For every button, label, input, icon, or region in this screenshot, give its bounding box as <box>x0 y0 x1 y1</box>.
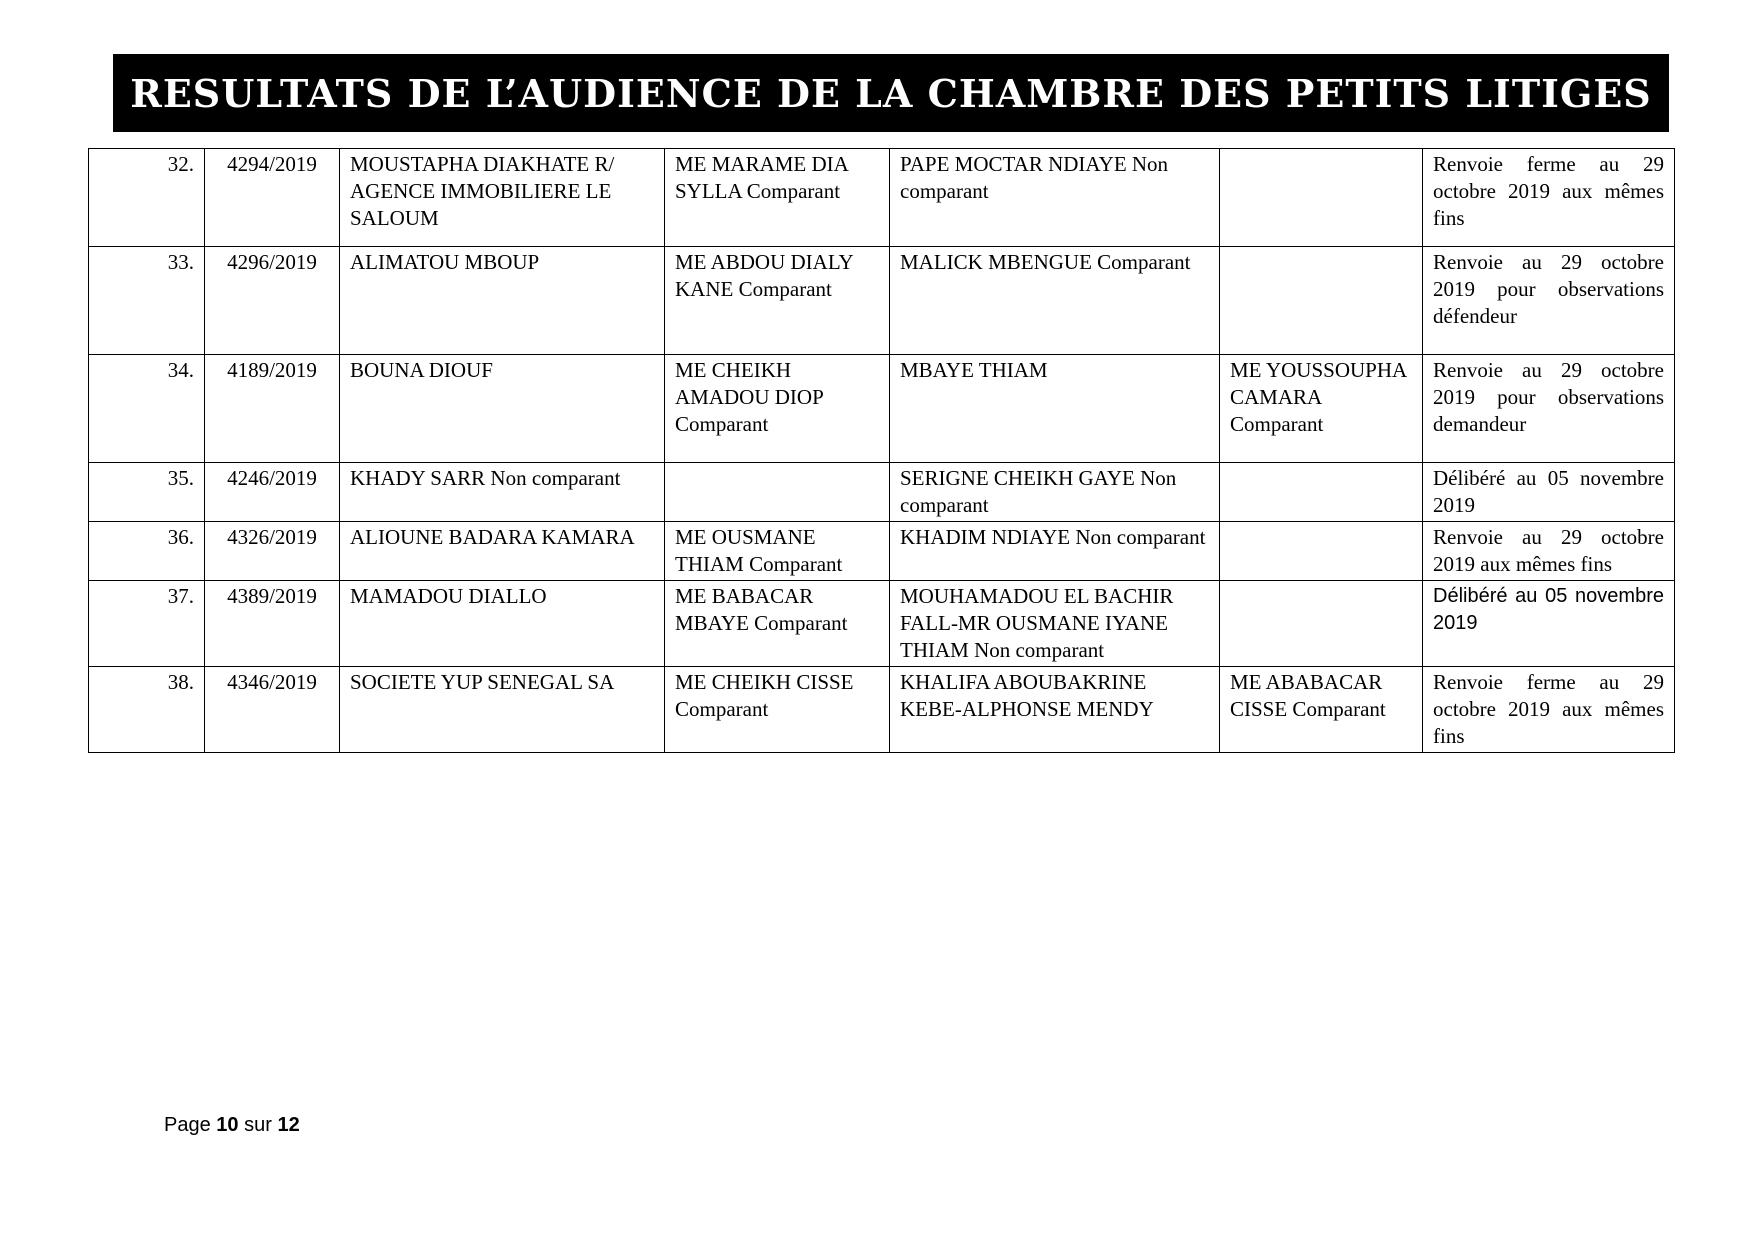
plaintiff-counsel: ME ABDOU DIALY KANE Comparant <box>665 247 890 355</box>
hearing-result: Renvoie au 29 octobre 2019 aux mêmes fins <box>1423 522 1675 581</box>
page-label: Page <box>164 1114 211 1136</box>
defendant-counsel <box>1220 149 1423 247</box>
defendant-counsel: ME YOUSSOUPHA CAMARA Comparant <box>1220 355 1423 463</box>
plaintiff: ALIMATOU MBOUP <box>340 247 665 355</box>
defendant: KHADIM NDIAYE Non comparant <box>890 522 1220 581</box>
page-footer <box>164 1114 300 1137</box>
plaintiff-counsel <box>665 463 890 522</box>
table-row <box>89 581 1675 667</box>
row-number: 38. <box>89 667 205 753</box>
case-number: 4189/2019 <box>205 355 340 463</box>
table-row <box>89 355 1675 463</box>
defendant: MOUHAMADOU EL BACHIR FALL-MR OUSMANE IYANE THIAM Non comparant <box>890 581 1220 667</box>
defendant: KHALIFA ABOUBAKRINE KEBE-ALPHONSE MENDY <box>890 667 1220 753</box>
table-row <box>89 522 1675 581</box>
page-current: 10 <box>216 1114 239 1136</box>
defendant-counsel <box>1220 522 1423 581</box>
page-total: 12 <box>277 1114 300 1136</box>
hearing-result: Renvoie ferme au 29 octobre 2019 aux mêmes fins <box>1423 667 1675 753</box>
row-number: 32. <box>89 149 205 247</box>
plaintiff: MOUSTAPHA DIAKHATE R/ AGENCE IMMOBILIERE LE SALOUM <box>340 149 665 247</box>
defendant-counsel <box>1220 247 1423 355</box>
hearing-result: Renvoie au 29 octobre 2019 pour observations demandeur <box>1423 355 1675 463</box>
case-number: 4246/2019 <box>205 463 340 522</box>
case-number: 4346/2019 <box>205 667 340 753</box>
plaintiff-counsel: ME CHEIKH AMADOU DIOP Comparant <box>665 355 890 463</box>
row-number: 37. <box>89 581 205 667</box>
plaintiff: BOUNA DIOUF <box>340 355 665 463</box>
plaintiff: MAMADOU DIALLO <box>340 581 665 667</box>
hearing-result: Délibéré au 05 novembre 2019 <box>1423 463 1675 522</box>
defendant: SERIGNE CHEIKH GAYE Non comparant <box>890 463 1220 522</box>
defendant: MBAYE THIAM <box>890 355 1220 463</box>
plaintiff: ALIOUNE BADARA KAMARA <box>340 522 665 581</box>
plaintiff-counsel: ME BABACAR MBAYE Comparant <box>665 581 890 667</box>
sur-label: sur <box>244 1114 272 1136</box>
hearing-result: Renvoie au 29 octobre 2019 pour observations défendeur <box>1423 247 1675 355</box>
case-number: 4296/2019 <box>205 247 340 355</box>
plaintiff: KHADY SARR Non comparant <box>340 463 665 522</box>
plaintiff: SOCIETE YUP SENEGAL SA <box>340 667 665 753</box>
row-number: 36. <box>89 522 205 581</box>
case-number: 4326/2019 <box>205 522 340 581</box>
page-title: RESULTATS DE L’AUDIENCE DE LA CHAMBRE DES PETITS LITIGES <box>130 70 1652 116</box>
row-number: 35. <box>89 463 205 522</box>
defendant-counsel <box>1220 463 1423 522</box>
table-row <box>89 667 1675 753</box>
table-row <box>89 463 1675 522</box>
defendant: PAPE MOCTAR NDIAYE Non comparant <box>890 149 1220 247</box>
case-number: 4294/2019 <box>205 149 340 247</box>
defendant-counsel <box>1220 581 1423 667</box>
plaintiff-counsel: ME OUSMANE THIAM Comparant <box>665 522 890 581</box>
plaintiff-counsel: ME CHEIKH CISSE Comparant <box>665 667 890 753</box>
row-number: 33. <box>89 247 205 355</box>
hearing-result: Renvoie ferme au 29 octobre 2019 aux mêmes fins <box>1423 149 1675 247</box>
defendant-counsel: ME ABABACAR CISSE Comparant <box>1220 667 1423 753</box>
hearing-result: Délibéré au 05 novembre 2019 <box>1423 581 1675 667</box>
row-number: 34. <box>89 355 205 463</box>
defendant: MALICK MBENGUE Comparant <box>890 247 1220 355</box>
title-banner <box>113 54 1669 132</box>
case-number: 4389/2019 <box>205 581 340 667</box>
results-table <box>88 148 1675 753</box>
table-row <box>89 149 1675 247</box>
plaintiff-counsel: ME MARAME DIA SYLLA Comparant <box>665 149 890 247</box>
table-row <box>89 247 1675 355</box>
